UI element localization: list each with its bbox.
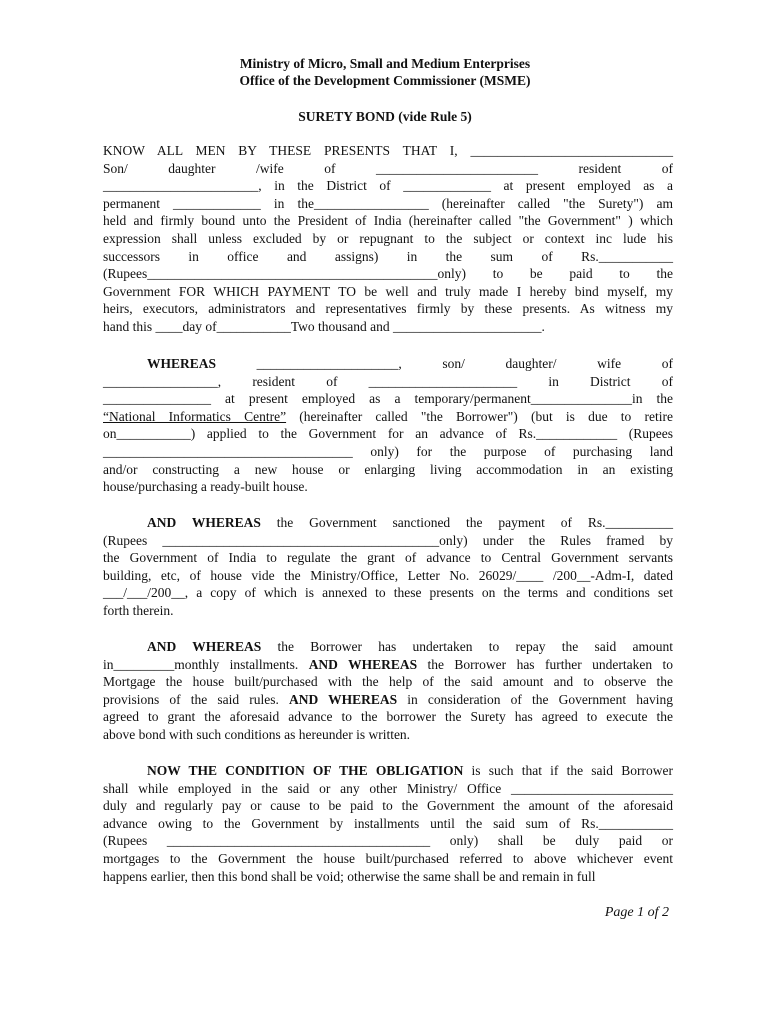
text-line: expression shall unless excluded by or repugnant to the subject or context inc lude his bbox=[103, 230, 673, 246]
text-line: heirs, executors, administrators and representatives firmly by these presents. As witness my bbox=[103, 301, 673, 317]
text-line: (Rupees___________________________________________only) to be paid to the bbox=[103, 266, 673, 282]
text-line: in_________monthly installments. AND WHEREAS the Borrower has further undertaken to bbox=[103, 656, 673, 672]
text-line: _________________, resident of ______________________ in District of bbox=[103, 373, 673, 389]
text-line: house/purchasing a ready-built house. bbox=[103, 479, 308, 495]
bond-title: SURETY BOND (vide Rule 5) bbox=[298, 109, 472, 124]
text-line: _____________________________________ only) for the purpose of purchasing land bbox=[103, 443, 673, 459]
paragraph-condition-of-obligation bbox=[103, 762, 673, 885]
text-line: WHEREAS _____________________, son/ daughter/ wife of bbox=[147, 356, 673, 371]
text-line: permanent _____________ in the_________________ (hereinafter called "the Surety") am bbox=[103, 195, 673, 211]
text-line: AND WHEREAS the Government sanctioned the payment of Rs.__________ bbox=[147, 515, 673, 530]
text-line: Mortgage the house built/purchased with the help of the said amount and to observe the bbox=[103, 674, 673, 690]
text-line: successors in office and assigns) in the sum of Rs.___________ bbox=[103, 248, 673, 264]
text-line: mortgages to the Government the house built/purchased referred to above whichever event bbox=[103, 850, 673, 866]
text-line: KNOW ALL MEN BY THESE PRESENTS THAT I, ______________________________ bbox=[103, 143, 673, 158]
text-line: hand this ____day of___________Two thousand and ______________________. bbox=[103, 318, 545, 334]
text-line: agreed to grant the aforesaid advance to the borrower the Surety has agreed to execute the bbox=[103, 709, 673, 725]
text-line: duly and regularly pay or cause to be paid to the Government the amount of the aforesaid bbox=[103, 798, 673, 814]
text-line: advance owing to the Government by installments until the said sum of Rs.___________ bbox=[103, 815, 673, 831]
text-line: AND WHEREAS the Borrower has undertaken to repay the said amount bbox=[147, 639, 673, 654]
text-line: on___________) applied to the Government for an advance of Rs.____________ (Rupees bbox=[103, 426, 673, 442]
office-title: Office of the Development Commissioner (MSME) bbox=[239, 73, 531, 88]
text-line: ___/___/200__, a copy of which is annexed to these presents on the terms and conditions set bbox=[103, 585, 673, 601]
ministry-title: Ministry of Micro, Small and Medium Enterprises bbox=[239, 56, 531, 71]
text-line: forth therein. bbox=[103, 602, 174, 618]
paragraph-and-whereas-repay bbox=[103, 638, 673, 744]
text-line: Son/ daughter /wife of ________________________ resident of bbox=[103, 160, 673, 176]
text-line: shall while employed in the said or any other Ministry/ Office ________________________ bbox=[103, 780, 673, 796]
text-line: above bond with such conditions as hereunder is written. bbox=[103, 726, 411, 742]
text-line: Government FOR WHICH PAYMENT TO be well and truly made I hereby bind myself, my bbox=[103, 283, 673, 299]
text-line: provisions of the said rules. AND WHEREAS in consideration of the Government having bbox=[103, 691, 673, 707]
paragraph-and-whereas-sanction bbox=[103, 514, 673, 620]
text-line: NOW THE CONDITION OF THE OBLIGATION is such that if the said Borrower bbox=[147, 763, 673, 778]
text-line: (Rupees _______________________________________ only) shall be duly paid or bbox=[103, 833, 673, 849]
text-line: “National Informatics Centre” (hereinafter called "the Borrower") (but is due to retire bbox=[103, 408, 673, 424]
text-line: _______________________, in the District of _____________ at present employed as a bbox=[103, 178, 673, 194]
text-line: building, etc, of house vide the Ministry/Office, Letter No. 26029/____ /200__-Adm-I, dated bbox=[103, 567, 673, 583]
text-line: (Rupees _________________________________________only) under the Rules framed by bbox=[103, 532, 673, 548]
text-line: ________________ at present employed as a temporary/permanent_______________in the bbox=[103, 391, 673, 407]
paragraph-know-all-men bbox=[103, 142, 673, 336]
text-line: happens earlier, then this bond shall be void; otherwise the same shall be and remain in full bbox=[103, 868, 596, 884]
whereas-heading: WHEREAS bbox=[147, 356, 217, 371]
text-line: and/or constructing a new house or enlarging living accommodation in an existing bbox=[103, 461, 673, 477]
text-line: the Government of India to regulate the grant of advance to Central Government servants bbox=[103, 550, 673, 566]
paragraph-whereas bbox=[103, 355, 673, 496]
text-line: held and firmly bound unto the President of India (hereinafter called "the Government" ) which bbox=[103, 213, 673, 229]
organisation-name: “National Informatics Centre” bbox=[103, 408, 287, 424]
page-number: Page 1 of 2 bbox=[604, 905, 669, 920]
